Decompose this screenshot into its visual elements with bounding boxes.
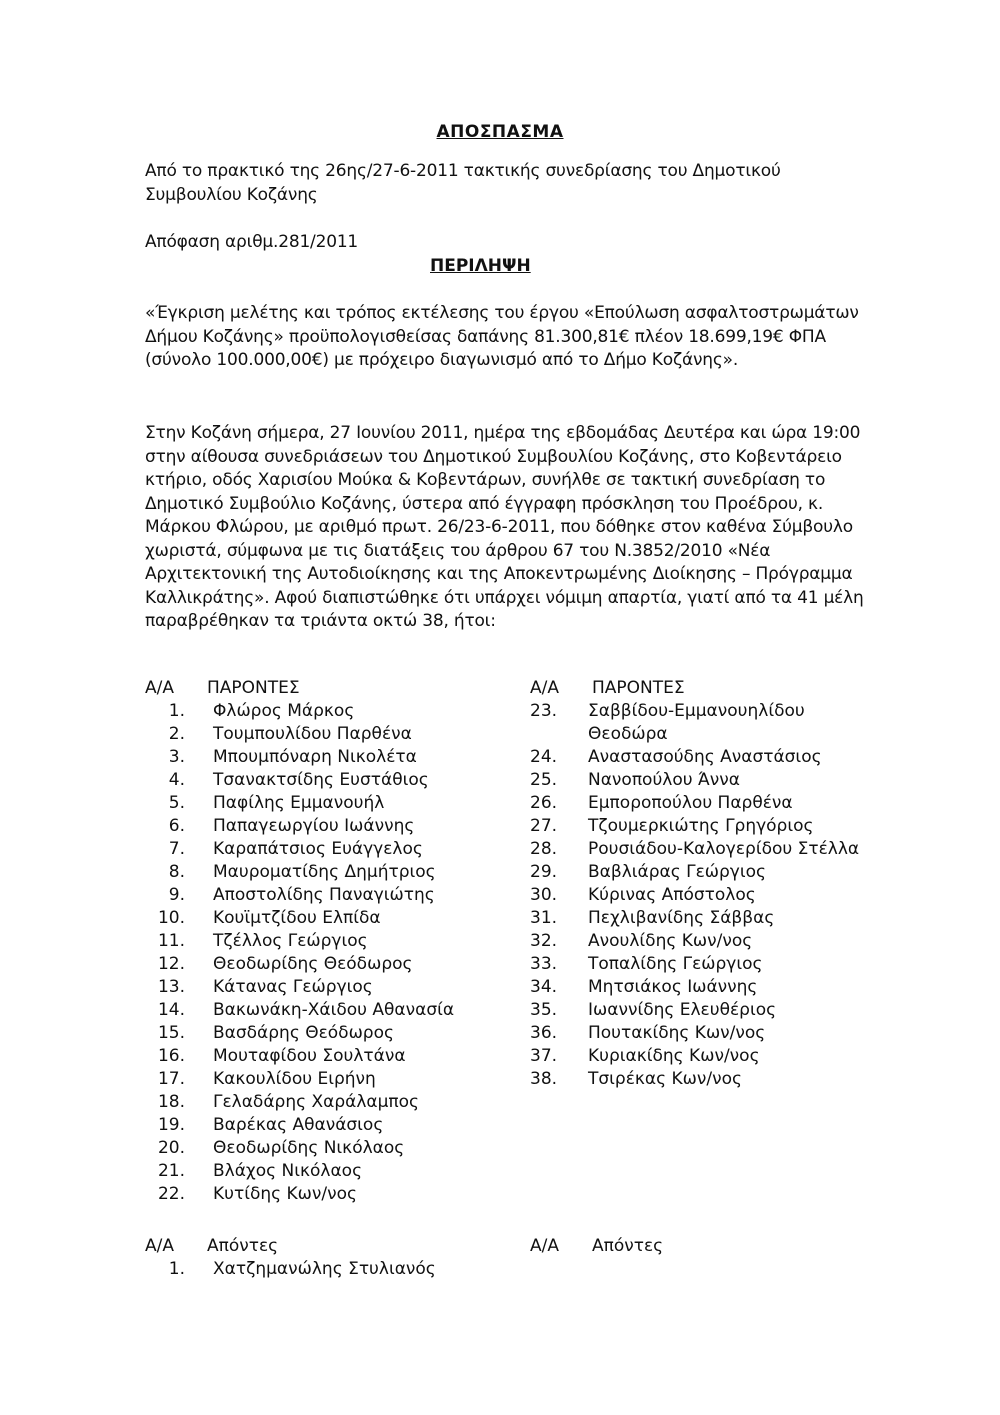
member-row: 2. Τουμπουλίδου Παρθένα: [168, 724, 412, 744]
member-row: 32. Ανουλίδης Κων/νος: [530, 931, 753, 951]
member-row: 1. Χατζημανώλης Στυλιανός: [168, 1259, 436, 1279]
member-row: 30. Κύρινας Απόστολος: [530, 885, 756, 905]
member-row: 28. Ρουσιάδου-Καλογερίδου Στέλλα: [530, 839, 860, 859]
member-row: 19. Βαρέκας Αθανάσιος: [157, 1115, 384, 1135]
present-label: ΠΑΡΟΝΤΕΣ: [207, 678, 300, 698]
member-row: 17. Κακουλίδου Ειρήνη: [157, 1069, 376, 1089]
member-row: 33. Τοπαλίδης Γεώργιος: [530, 954, 763, 974]
member-row: 29. Βαβλιάρας Γεώργιος: [530, 862, 766, 882]
member-row: 18. Γελαδάρης Χαράλαμπος: [157, 1092, 420, 1112]
member-row: 14. Βακωνάκη-Χάιδου Αθανασία: [157, 1000, 455, 1020]
excerpt-line: Από το πρακτικό της 26ης/27-6-2011 τακτικής συνεδρίασης του Δημοτικού Συμβουλίου Κοζάνης: [145, 161, 781, 205]
present-header-right: [530, 677, 880, 700]
member-row: 7. Καραπάτσιος Ευάγγελος: [168, 839, 423, 859]
absent-members-left: [145, 1235, 485, 1281]
member-row: 35. Ιωαννίδης Ελευθέριος: [530, 1000, 777, 1020]
member-row: 16. Μουταφίδου Σουλτάνα: [157, 1046, 406, 1066]
member-row: 26. Εμποροπούλου Παρθένα: [530, 793, 793, 813]
member-row: 3. Μπουμπόναρη Νικολέτα: [168, 747, 417, 767]
member-row: 27. Τζουμερκιώτης Γρηγόριος: [530, 816, 814, 836]
member-row: 10. Κουϊμτζίδου Ελπίδα: [157, 908, 381, 928]
document-title: ΑΠΟΣΠΑΣΜΑ: [436, 122, 564, 142]
member-row: 6. Παπαγεωργίου Ιωάννης: [168, 816, 415, 836]
absent-header-left: [145, 1235, 485, 1258]
member-row: 37. Κυριακίδης Κων/νος: [530, 1046, 760, 1066]
member-row: 21. Βλάχος Νικόλαος: [157, 1161, 363, 1181]
decision-number: Απόφαση αριθμ.281/2011: [145, 232, 359, 252]
absent-label: Απόντες: [592, 1236, 664, 1256]
member-row: 22. Κυτίδης Κων/νος: [157, 1184, 358, 1204]
aa-label: Α/Α: [530, 678, 559, 698]
member-row: 15. Βασδάρης Θεόδωρος: [157, 1023, 394, 1043]
aa-label: Α/Α: [145, 1236, 174, 1256]
member-row: 36. Πουτακίδης Κων/νος: [530, 1023, 766, 1043]
member-row: 34. Μητσιάκος Ιωάννης: [530, 977, 758, 997]
present-header-left: [145, 677, 485, 700]
member-row: 11. Τζέλλος Γεώργιος: [157, 931, 368, 951]
aa-label: Α/Α: [530, 1236, 559, 1256]
absent-label: Απόντες: [207, 1236, 279, 1256]
member-row: 13. Κάτανας Γεώργιος: [157, 977, 373, 997]
member-row: 38. Τσιρέκας Κων/νος: [530, 1069, 742, 1089]
summary-heading: ΠΕΡΙΛΗΨΗ: [430, 256, 531, 276]
member-row: 4. Τσανακτσίδης Ευστάθιος: [168, 770, 429, 790]
member-row: 1. Φλώρος Μάρκος: [168, 701, 355, 721]
member-row: 8. Μαυροματίδης Δημήτριος: [168, 862, 436, 882]
present-members-right: [530, 677, 880, 1091]
member-row: 5. Παφίλης Εμμανουήλ: [168, 793, 385, 813]
member-row: 31. Πεχλιβανίδης Σάββας: [530, 908, 775, 928]
decision-subject: «Έγκριση μελέτης και τρόπος εκτέλεσης του έργου «Επούλωση ασφαλτοστρωμάτων Δήμου Κοζάνης» προϋπολογισθείσας δαπάνης 81.300,81€ πλέον 18.699,19€ ΦΠΑ (σύνολο 100.000,00€) με πρόχειρο διαγωνισμό από το Δήμο Κοζάνης».: [145, 303, 859, 370]
member-row: 9. Αποστολίδης Παναγιώτης: [168, 885, 435, 905]
member-row: 23. Σαββίδου-Εμμανουηλίδου Θεοδώρα: [530, 701, 805, 744]
member-row: 12. Θεοδωρίδης Θεόδωρος: [157, 954, 413, 974]
present-members-left: [145, 677, 485, 1206]
absent-members-right: [530, 1235, 870, 1258]
aa-label: Α/Α: [145, 678, 174, 698]
absent-header-right: [530, 1235, 870, 1258]
member-row: 25. Νανοπούλου Άννα: [530, 770, 740, 790]
present-label: ΠΑΡΟΝΤΕΣ: [592, 678, 685, 698]
meeting-body-text: Στην Κοζάνη σήμερα, 27 Ιουνίου 2011, ημέρα της εβδομάδας Δευτέρα και ώρα 19:00 στην αίθουσα συνεδριάσεων του Δημοτικού Συμβουλίου Κοζάνης, στο Κοβεντάρειο κτήριο, οδός Χαρισίου Μούκα & Κοβεντάρων, συνήλθε σε τακτική συνεδρίαση το Δημοτικό Συμβούλιο Κοζάνης, ύστερα από έγγραφη πρόσκληση του Προέδρου, κ. Μάρκου Φλώρου, με αριθμό πρωτ. 26/23-6-2011, που δόθηκε στον καθένα Σύμβουλο χωριστά, σύμφωνα με τις διατάξεις του άρθρου 67 του Ν.3852/2010 «Νέα Αρχιτεκτονική της Αυτοδιοίκησης και της Αποκεντρωμένης Διοίκησης – Πρόγραμμα Καλλικράτης». Αφού διαπιστώθηκε ότι υπάρχει νόμιμη απαρτία, γιατί από τα 41 μέλη παραβρέθηκαν τα τριάντα οκτώ 38, ήτοι:: [145, 423, 864, 631]
member-row: 24. Αναστασούδης Αναστάσιος: [530, 747, 822, 767]
member-row: 20. Θεοδωρίδης Νικόλαος: [157, 1138, 405, 1158]
